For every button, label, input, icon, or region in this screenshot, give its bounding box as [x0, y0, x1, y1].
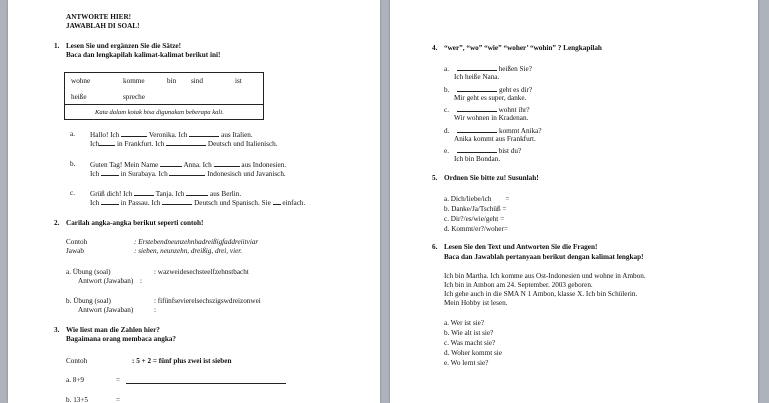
section3-number: 3. [54, 326, 60, 334]
section6-text-line: Ich bin in Ambon am 24. September. 2003 geboren. [444, 281, 593, 289]
section2-example-label: Contoh [66, 238, 88, 246]
section5-item-b: b. Danke/Ja/Tschüß = [444, 205, 507, 213]
section5-title: Ordnen Sie bitte zu! Susunlah! [444, 174, 539, 182]
section6-text-line: Mein Hobby ist lesen. [444, 299, 508, 307]
section3-title: Wie liest man die Zahlen hier? [66, 326, 160, 334]
section6-question-e: e. Wo lernt sie? [444, 359, 489, 367]
word-box-word: wohne [71, 77, 91, 85]
section4-answer-b: Mir geht es super, danke. [454, 94, 527, 102]
section5-number: 5. [432, 174, 438, 182]
section2a-value: : wazweidesechsteelfzehnstbacht [154, 268, 249, 276]
word-box-divider [65, 104, 263, 105]
document-page-right [390, 0, 758, 403]
section4-answer-d: Anika kommt aus Frankfurt. [454, 135, 536, 143]
section6-question-a: a. Wer ist sie? [444, 319, 485, 327]
section2-title: Carilah angka-angka berikut seperti contoh! [66, 219, 204, 227]
exercise-1b-label: b. [70, 160, 76, 168]
section3a-answer-line [126, 383, 286, 384]
section4-item-d: d. kommt Anika? [444, 127, 542, 135]
section2-jawab-value: : sieben, neunzehn, dreißig, drei, vier. [134, 247, 243, 255]
section5-item-d: d. Kommt/er?/woher= [444, 225, 508, 233]
section2b-value: : fifünfsevierelsechszigswdreizonwei [154, 297, 261, 305]
section2b-answer-label: Antwort (Jawaban) [78, 306, 134, 314]
word-box-word: bin [167, 77, 177, 85]
section4-answer-e: Ich bin Bondan. [454, 155, 501, 163]
section6-question-c: c. Was macht sie? [444, 339, 496, 347]
section6-number: 6. [432, 243, 438, 251]
section2-number: 2. [54, 219, 60, 227]
exercise-1b-line1: Guten Tag! Mein Name Anna. Ich aus Indonesien. [90, 161, 287, 169]
section5-item-a: a. Dich/liebe/ich = [444, 195, 510, 203]
section4-item-b: b. geht es dir? [444, 86, 533, 94]
section2a-label: a. Übung (soal) [66, 268, 111, 276]
section3b-equals: = [116, 396, 121, 403]
exercise-1c-label: c. [70, 189, 75, 197]
word-box-note: Kata dalam kotak bisa digunakan beberapa kali. [95, 109, 224, 116]
section1-subtitle: Baca dan lengkapilah kalimat-kalimat berikut ini! [66, 51, 221, 59]
section6-subtitle: Baca dan Jawablah pertanyaan berikut dengan kalimat lengkap! [444, 253, 644, 261]
word-box [64, 72, 264, 120]
section2-example-value: : Erstebendneunzehnhadreißigfaddreiitviar [134, 238, 259, 246]
section2-jawab-label: Jawab [66, 247, 84, 255]
section3b-label: b. 13+5 [66, 396, 89, 403]
section3a-equals: = [116, 376, 121, 384]
exercise-1a-line1: Hallo! Ich Veronika. Ich aus Italien. [90, 131, 253, 139]
word-box-word: ist [235, 77, 242, 85]
section2b-answer-value: : [154, 306, 156, 314]
section4-item-e: e. bist du? [444, 147, 522, 155]
section4-item-c: c. wohnt ihr? [444, 106, 530, 114]
header-line2: JAWABLAH DI SOAL! [66, 22, 140, 30]
section2a-answer-value: : [140, 277, 142, 285]
section1-number: 1. [54, 42, 60, 50]
word-box-word: sind [191, 77, 203, 85]
exercise-1a-line2: Ich in Frankfurt. Ich Deutsch und Italienisch. [90, 140, 278, 148]
exercise-1a-label: a. [70, 130, 75, 138]
section1-title: Lesen Sie und ergänzen Sie die Sätze! [66, 42, 181, 50]
section4-answer-c: Wir wohnen in Kradenan. [454, 114, 529, 122]
exercise-1c-line2: Ich in Passau. Ich Deutsch und Spanisch. Sie einfach. [90, 199, 306, 207]
word-box-word: komme [123, 77, 145, 85]
section5-item-c: c. Dir?/es/wie/geht = [444, 215, 505, 223]
section4-item-a: a. heißen Sie? [444, 65, 532, 73]
word-box-word: heiße [71, 93, 87, 101]
document-page-left [8, 0, 380, 403]
header-line1: ANTWORTE HIER! [66, 13, 132, 21]
section4-title: “wer”, “wo” “wie” “woher’ “wohin” ? Lengkapilah [444, 44, 602, 52]
section3-subtitle: Bagaimana orang membaca angka? [66, 335, 177, 343]
exercise-1c-line1: Grüß dich! Ich Tanja. Ich aus Berlin. [90, 190, 242, 198]
section3-example-value: : 5 + 2 = fünf plus zwei ist sieben [132, 357, 232, 365]
section6-text-line: Ich gehe auch in die SMA N 1 Ambon, klasse X. Ich bin Schülerin. [444, 290, 638, 298]
section4-answer-a: Ich heiße Nana. [454, 73, 500, 81]
section4-number: 4. [432, 44, 438, 52]
section3-example-label: Contoh [66, 357, 88, 365]
word-box-word: spreche [123, 93, 145, 101]
exercise-1b-line2: Ich in Surabaya. Ich Indonesisch und Javanisch. [90, 170, 286, 178]
section6-text-line: Ich bin Martha. Ich komme aus Ost-Indonesien und wohne in Ambon. [444, 272, 646, 280]
section2b-label: b. Übung (soal) [66, 297, 111, 305]
section6-question-d: d. Woher kommt sie [444, 349, 502, 357]
section2a-answer-label: Antwort (Jawaban) [78, 277, 134, 285]
section6-question-b: b. Wie alt ist sie? [444, 329, 494, 337]
section6-title: Lesen Sie den Text und Antworten Sie die Fragen! [444, 243, 598, 251]
section3a-label: a. 8+9 [66, 376, 85, 384]
